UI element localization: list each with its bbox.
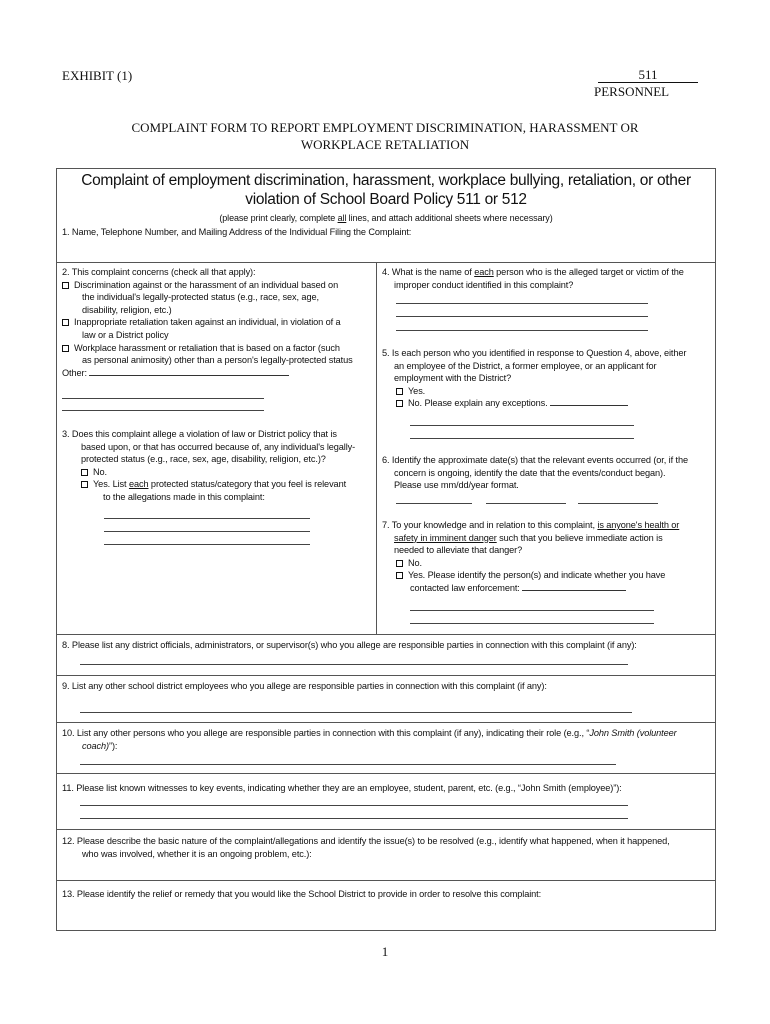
q6-date-field[interactable] [486,503,566,504]
q5-section [382,347,712,410]
divider [56,829,715,830]
q4-section [382,266,712,291]
q6-date-field[interactable] [396,503,472,504]
q12-prompt: 12. Please describe the basic nature of the complaint/allegations and identify the issue(s) to be resolved (e.g., identify what happened, when it happened, [62,836,670,846]
q12-section [62,835,710,860]
q7-law-enforcement-field[interactable] [522,582,626,591]
divider [56,262,715,263]
q5-prompt: employment with the District? [394,373,512,384]
q2-option-text: disability, religion, etc.) [82,304,172,315]
q3-answer-line[interactable] [104,531,310,532]
q9-answer-line[interactable] [80,712,632,713]
q3-option-yes[interactable]: Yes. List each protected status/category that you feel is relevant [62,478,374,491]
q5-answer-line[interactable] [410,425,634,426]
q10-prompt: coach)”): [82,740,118,751]
q5-prompt: an employee of the District, a former employee, or an applicant for [394,360,657,371]
divider [56,880,715,881]
q3-prompt: based upon, or that has occurred because of, any individual's legally- [81,441,356,452]
q2-other-line[interactable] [62,398,264,399]
policy-number: 511 [598,68,698,83]
q7-option-no[interactable]: No. [382,557,712,570]
q2-option-workplace-harassment[interactable]: Workplace harassment or retaliation that is based on a factor (such [62,342,374,355]
column-divider [376,262,377,634]
q4-prompt: improper conduct identified in this complaint? [394,279,574,290]
q7-prompt: 7. To your knowledge and in relation to this complaint, is anyone's health or [382,520,680,530]
exhibit-label: EXHIBIT (1) [62,68,133,83]
q3-answer-line[interactable] [104,544,310,545]
q5-exceptions-field[interactable] [550,397,628,406]
q4-answer-line[interactable] [396,303,648,304]
form-title-line1: COMPLAINT FORM TO REPORT EMPLOYMENT DISCRIMINATION, HARASSMENT OR [131,120,639,135]
q2-option-retaliation[interactable]: Inappropriate retaliation taken against an individual, in violation of a [62,316,374,329]
checkbox[interactable] [62,282,69,289]
q6-prompt: Please use mm/dd/year format. [394,480,519,491]
q7-law-enforcement: contacted law enforcement: [382,582,712,595]
q11-prompt: 11. Please list known witnesses to key events, indicating whether they are an employee, student, parent, etc. (e.g., “John Smith (employee)”): [62,783,622,793]
q2-section [62,266,374,379]
q11-answer-line[interactable] [80,818,628,819]
q12-prompt: who was involved, whether it is an ongoing problem, etc.): [82,848,312,859]
q6-prompt: concern is ongoing, identify the date that the events/conduct began). [394,467,666,478]
q13-answer-field[interactable] [60,902,710,926]
q4-answer-line[interactable] [396,330,648,331]
policy-category: PERSONNEL [594,84,670,99]
q2-option-discrimination[interactable]: Discrimination against or the harassment of an individual based on [62,279,374,292]
box-title-line1: Complaint of employment discrimination, harassment, workplace bullying, retaliation, or other [81,172,691,189]
q9-prompt: 9. List any other school district employees who you allege are responsible parties in connection with this complaint (if any): [62,681,547,691]
q3-answer-line[interactable] [104,518,310,519]
q10-answer-line[interactable] [80,764,616,765]
q7-option-yes[interactable]: Yes. Please identify the person(s) and indicate whether you have [382,569,712,582]
q7-section [382,519,712,595]
checkbox[interactable] [396,400,403,407]
q2-option-text: the individual's legally-protected status (e.g., race, sex, age, [82,292,319,303]
q5-option-no[interactable]: No. Please explain any exceptions. [382,397,712,410]
q5-prompt: 5. Is each person who you identified in response to Question 4, above, either [382,348,687,358]
q6-prompt: 6. Identify the approximate date(s) that the relevant events occurred (or, if the [382,455,688,465]
q5-answer-line[interactable] [410,438,634,439]
checkbox[interactable] [81,469,88,476]
q1-answer-field[interactable] [60,240,710,260]
q2-other-line[interactable] [62,410,264,411]
q7-prompt: needed to alleviate that danger? [394,545,523,556]
page-number: 1 [381,944,389,959]
q13-prompt: 13. Please identify the relief or remedy that you would like the School District to provide in order to resolve this complaint: [62,889,542,899]
q5-option-yes[interactable]: Yes. [382,385,712,398]
q2-option-text: law or a District policy [82,329,169,340]
checkbox[interactable] [396,560,403,567]
q6-date-field[interactable] [578,503,658,504]
q3-option-text: to the allegations made in this complaint: [103,491,265,502]
q3-option-no[interactable]: No. [62,466,374,479]
q4-prompt: 4. What is the name of each person who is the alleged target or victim of the [382,267,684,277]
divider [56,722,715,723]
q10-prompt: 10. List any other persons who you allege are responsible parties in connection with this complaint (if any), indicating their role (e.g., “John Smith (volunteer [62,728,677,738]
checkbox[interactable] [62,319,69,326]
box-title-line2: violation of School Board Policy 511 or 512 [245,191,527,208]
q7-answer-line[interactable] [410,610,654,611]
checkbox[interactable] [396,388,403,395]
q11-answer-line[interactable] [80,805,628,806]
divider [56,634,715,635]
q10-section [62,727,710,752]
checkbox[interactable] [62,345,69,352]
q8-prompt: 8. Please list any district officials, administrators, or supervisor(s) who you allege are responsible parties in connection with this complaint (if any): [62,640,637,650]
q12-answer-field[interactable] [60,862,710,878]
divider [56,773,715,774]
q3-prompt: 3. Does this complaint allege a violation of law or District policy that is [62,429,337,439]
q3-section [62,428,374,504]
q7-prompt: safety in imminent danger such that you believe immediate action is [394,532,663,543]
checkbox[interactable] [81,481,88,488]
form-title-line2: WORKPLACE RETALIATION [300,137,470,152]
divider [56,675,715,676]
q4-answer-line[interactable] [396,316,648,317]
checkbox[interactable] [396,572,403,579]
q8-answer-line[interactable] [80,664,628,665]
q3-prompt: protected status (e.g., race, sex, age, disability, religion, etc.)? [81,454,326,465]
q7-answer-line[interactable] [410,623,654,624]
q6-section [382,454,712,492]
q1-prompt: 1. Name, Telephone Number, and Mailing Address of the Individual Filing the Complaint: [62,227,412,237]
q2-other-field[interactable] [89,367,289,376]
box-instructions: (please print clearly, complete all lines, and attach additional sheets where necessary) [219,213,553,223]
q2-other: Other: [62,367,374,380]
q2-option-text: as personal animosity) other than a person's legally-protected status [82,355,353,366]
q2-prompt: 2. This complaint concerns (check all that apply): [62,267,256,277]
